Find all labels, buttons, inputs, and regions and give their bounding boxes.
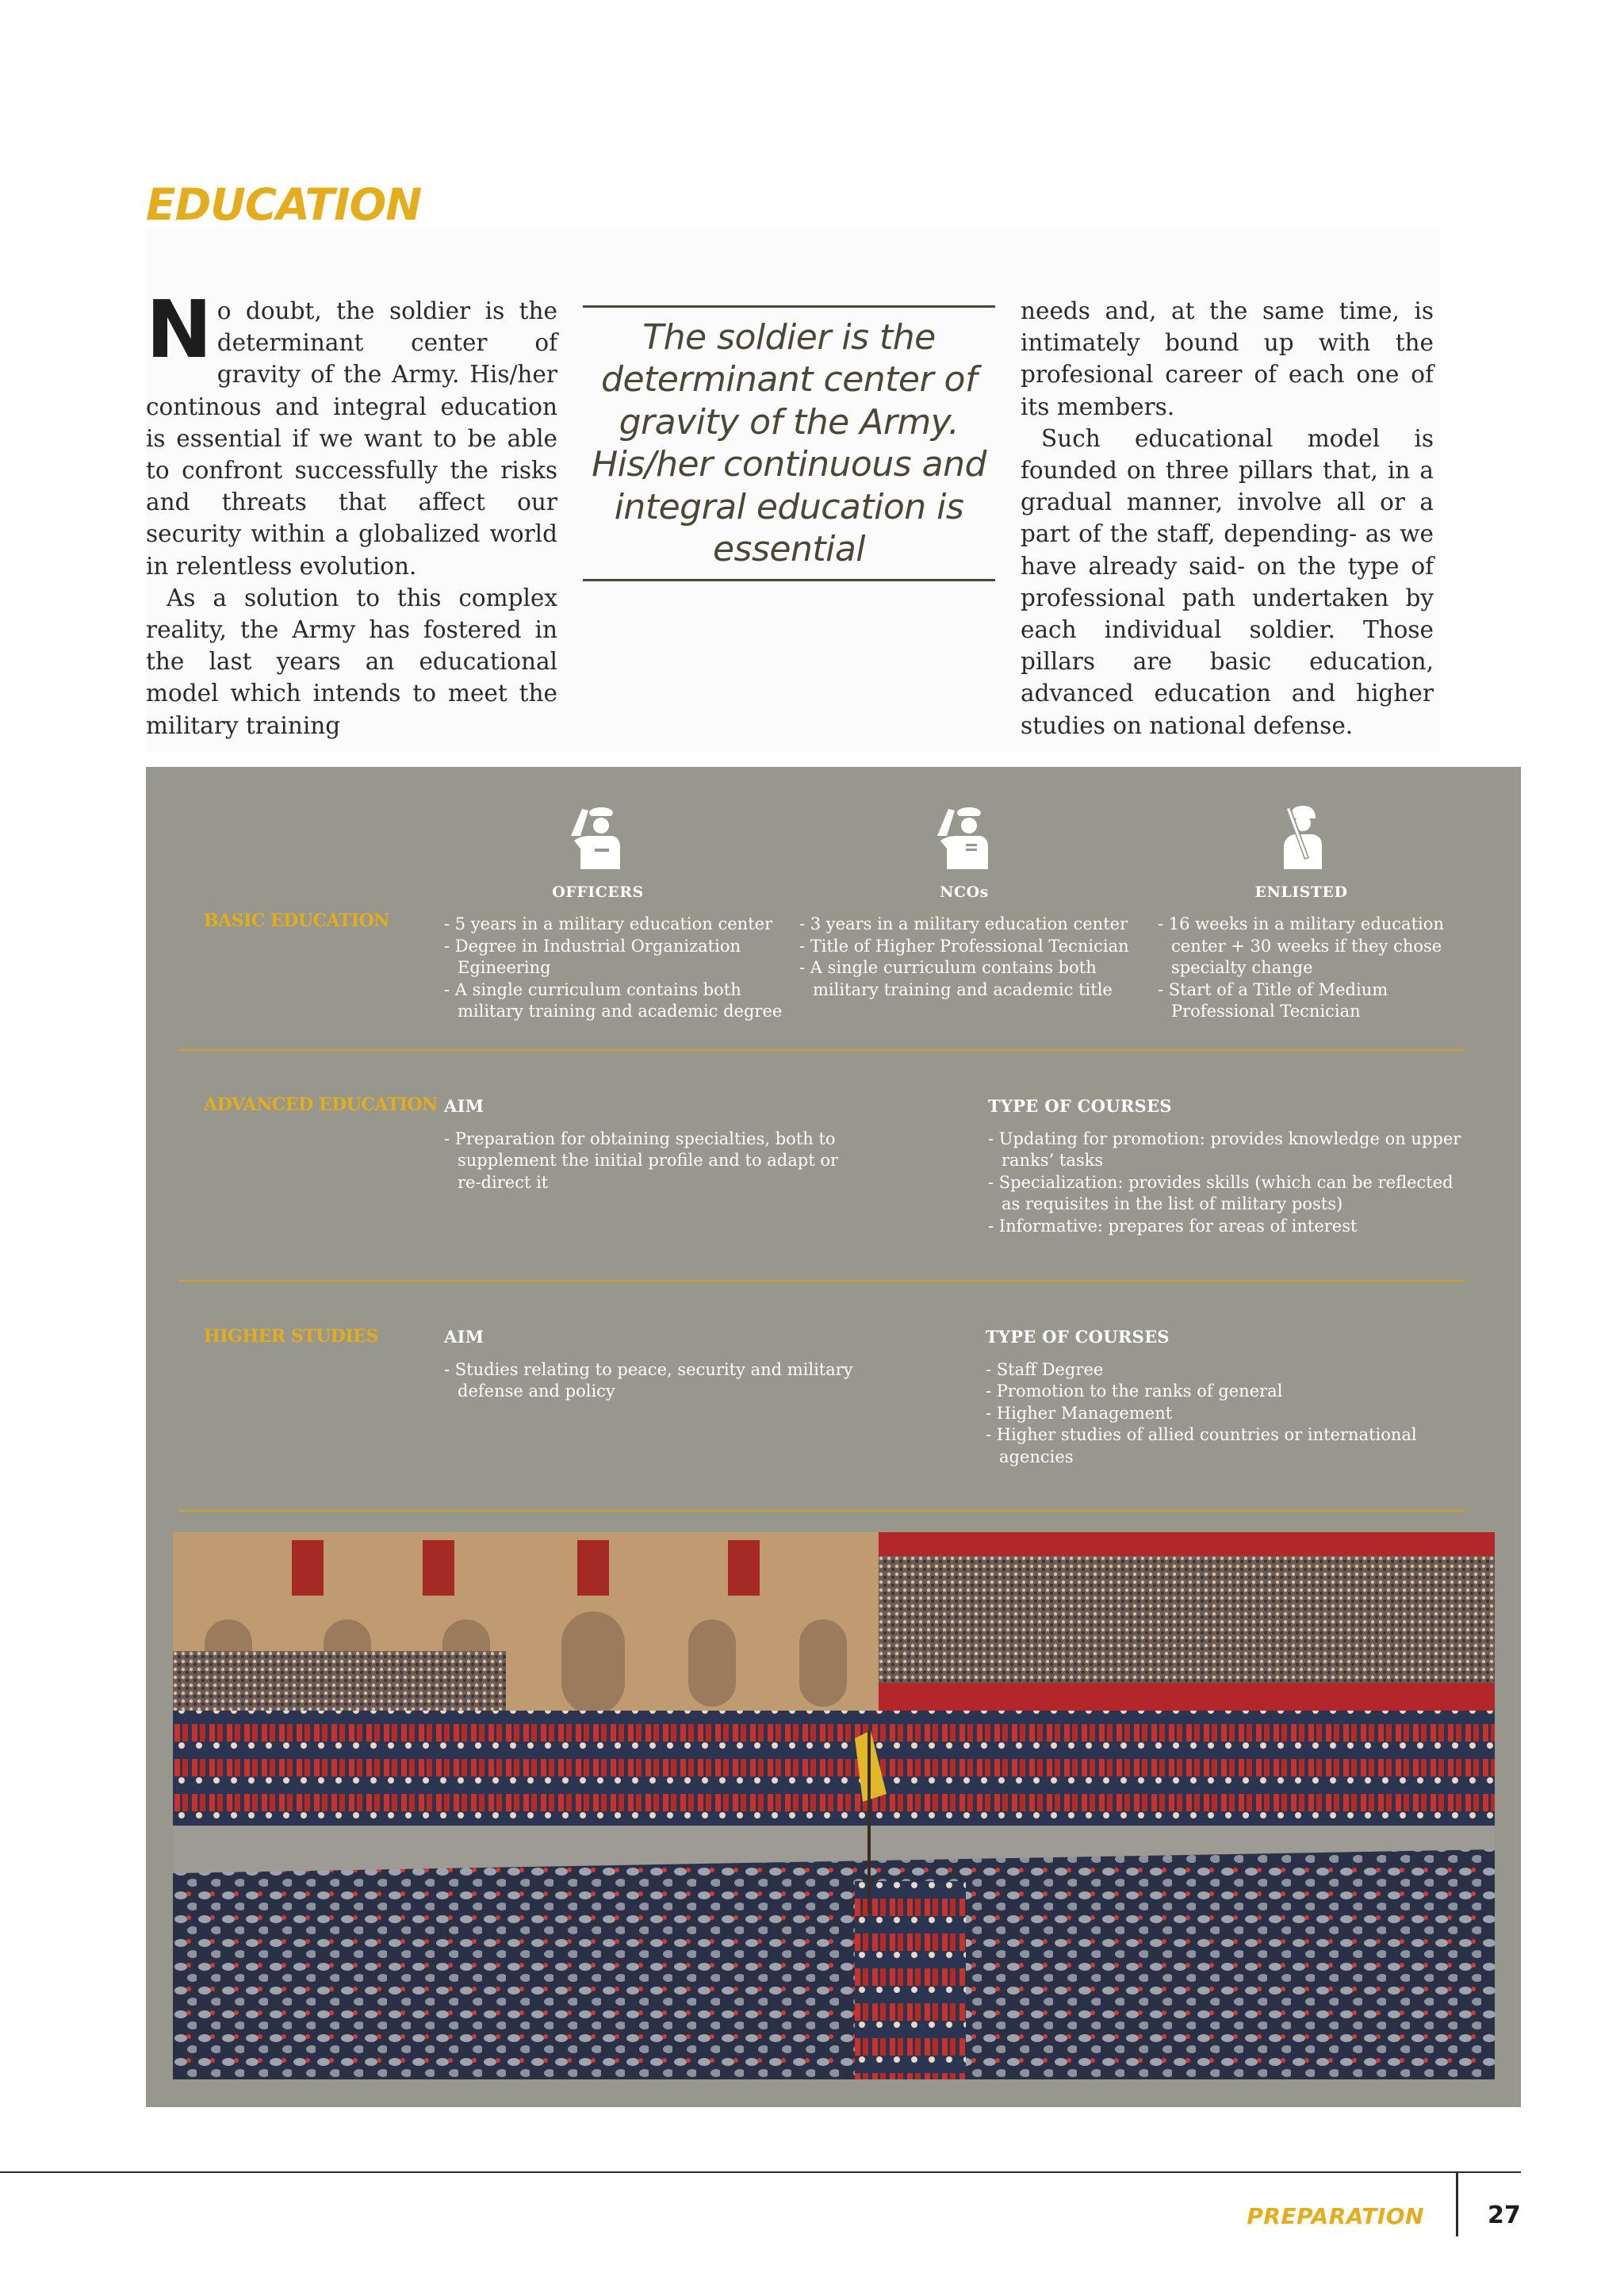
article-column-right [1021, 295, 1434, 742]
section-title: EDUCATION [146, 179, 422, 230]
basic-ncos-cell [799, 914, 1148, 1001]
saluting-nco-icon [929, 801, 999, 871]
saluting-officer-icon [563, 801, 633, 871]
list-item: - Specialization: provides skills (which can be reflected as requisites in the list of military posts) [988, 1172, 1454, 1213]
article-paragraph: Such educational model is founded on three pillars that, in a gradual manner, involve all or a part of the staff, depending- as we have already said- on the type of professional path undertaken by each individual soldier. Those pillars are basic education, advanced education and higher studies on national defense. [1021, 424, 1434, 739]
higher-courses-cell [986, 1326, 1461, 1468]
list-item: - Promotion to the ranks of general [986, 1382, 1283, 1401]
rank-label: NCOs [940, 883, 989, 901]
column-heading: TYPE OF COURSES [986, 1327, 1170, 1347]
list-item: - Preparation for obtaining specialties, both to supplement the initial profile and to adapt or re-direct it [444, 1129, 838, 1192]
higher-aim-cell [444, 1326, 856, 1403]
list-item: - A single curriculum contains both military training and academic degree [444, 979, 783, 1021]
footer-rule [0, 2171, 1521, 2173]
pull-quote-text: The soldier is the determinant center of gravity of the Army. His/her continuous and integral education is essential [592, 316, 986, 569]
pull-quote [583, 305, 995, 581]
column-heading: AIM [444, 1096, 485, 1116]
list-item: - Title of Higher Professional Tecnician [799, 936, 1129, 956]
article-paragraph: As a solution to this complex reality, the Army has fostered in the last years an educational model which intends to meet the military training [146, 584, 557, 739]
list-item: - Informative: prepares for areas of interest [988, 1216, 1358, 1236]
row-label-advanced-education: ADVANCED EDUCATION [204, 1094, 438, 1115]
article-paragraph [146, 283, 557, 582]
list-item: - Higher studies of allied countries or international agencies [986, 1425, 1417, 1466]
military-parade-photo [173, 1532, 1495, 2079]
page-number: 27 [1488, 2202, 1521, 2229]
row-divider [178, 1049, 1465, 1051]
list-item: - Staff Degree [986, 1359, 1104, 1379]
list-item: - Degree in Industrial Organization Egineering [444, 936, 741, 977]
parade-illustration [173, 1532, 1495, 2079]
paragraph-text: o doubt, the soldier is the determinant center of gravity of the Army. His/her continous and integral education is essential if we want to be able to confront successfully the risks and threats that affect our security within a globalized world in relentless evolution. [146, 297, 557, 580]
row-divider [178, 1510, 1465, 1512]
column-heading: TYPE OF COURSES [988, 1096, 1172, 1116]
rank-enlisted [1206, 801, 1396, 901]
footer-section-name: PREPARATION [1247, 2203, 1424, 2229]
list-item: - 16 weeks in a military education center + 30 weeks if they chose specialty change [1158, 914, 1444, 977]
list-item: - 5 years in a military education center [444, 914, 773, 933]
soldier-with-rifle-icon [1266, 801, 1336, 871]
article-column-left [146, 283, 557, 742]
rank-officers [503, 801, 693, 901]
list-item: - Higher Management [986, 1403, 1173, 1423]
basic-enlisted-cell [1158, 914, 1459, 1023]
list-item: - 3 years in a military education center [799, 914, 1128, 933]
list-item: - Studies relating to peace, security and military defense and policy [444, 1359, 853, 1401]
list-item: - Updating for promotion: provides knowledge on upper ranks’ tasks [988, 1129, 1461, 1170]
rank-label: OFFICERS [552, 883, 644, 901]
row-divider [178, 1280, 1465, 1282]
list-item: - A single curriculum contains both military training and academic title [799, 958, 1113, 999]
basic-officers-cell [444, 914, 793, 1023]
column-heading: AIM [444, 1327, 485, 1347]
list-item: - Start of a Title of Medium Professional Tecnician [1158, 979, 1388, 1021]
footer-separator [1456, 2173, 1458, 2236]
article-paragraph: needs and, at the same time, is intimately bound up with the profesional career of each one of its members. [1021, 297, 1434, 420]
rank-label: ENLISTED [1254, 883, 1348, 901]
row-label-higher-studies: HIGHER STUDIES [204, 1326, 378, 1347]
advanced-aim-cell [444, 1095, 856, 1194]
drop-cap: N [146, 283, 213, 376]
row-label-basic-education: BASIC EDUCATION [204, 910, 389, 931]
advanced-courses-cell [988, 1095, 1464, 1237]
rank-ncos [869, 801, 1059, 901]
